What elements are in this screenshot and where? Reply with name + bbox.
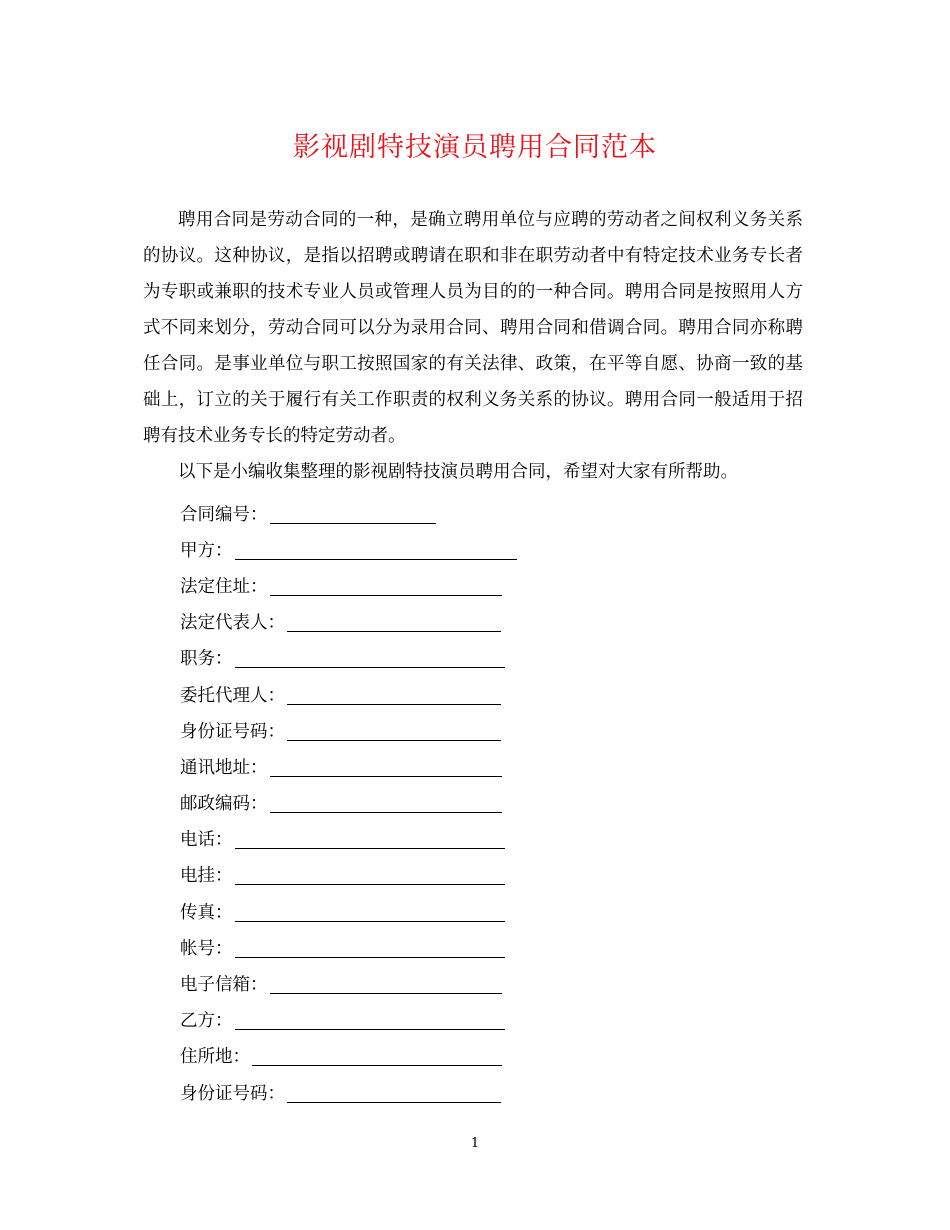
blank-line [270,760,502,777]
field-label: 住所地： [180,1047,250,1068]
field-label: 法定住址： [180,576,268,597]
field-legal-address [180,567,740,603]
field-label: 甲方： [180,540,233,561]
field-label: 委托代理人： [180,685,285,706]
field-fax [180,893,740,929]
field-label: 通讯地址： [180,757,268,778]
field-label: 身份证号码： [180,721,285,742]
field-label: 电挂： [180,866,233,887]
field-mailing-address [180,748,740,784]
field-email [180,965,740,1001]
blank-line [270,507,436,524]
field-legal-representative [180,604,740,640]
blank-line [270,579,502,596]
field-label: 乙方： [180,1011,233,1032]
page-number: 1 [470,1136,480,1151]
field-label: 身份证号码： [180,1083,285,1104]
blank-line [287,615,501,632]
blank-line [235,868,505,885]
field-postal-code [180,785,740,821]
field-account-number [180,929,740,965]
field-party-a [180,531,740,567]
field-authorized-agent [180,676,740,712]
document-title: 影视剧特技演员聘用合同范本 [293,132,657,163]
blank-line [235,543,517,560]
field-label: 法定代表人： [180,613,285,634]
field-id-number-b [180,1074,740,1110]
contract-fields [180,495,740,1110]
field-contract-number [180,495,740,531]
blank-line [235,832,505,849]
field-label: 职务： [180,649,233,670]
document-body [143,202,803,490]
intro-paragraph: 聘用合同是劳动合同的一种，是确立聘用单位与应聘的劳动者之间权利义务关系的协议。这种协议，是指以招聘或聘请在职和非在职劳动者中有特定技术业务专长者为专职或兼职的技术专业人员或管理人员为目的的一种合同。聘用合同是按照用人方式不同来划分，劳动合同可以分为录用合同、聘用合同和借调合同。聘用合同亦称聘任合同。是事业单位与职工按照国家的有关法律、政策，在平等自愿、协商一致的基础上，订立的关于履行有关工作职责的权利义务关系的协议。聘用合同一般适用于招聘有技术业务专长的特定劳动者。 [143,210,803,446]
field-label: 合同编号： [180,504,268,525]
field-label: 传真： [180,902,233,923]
blank-line [235,1013,505,1030]
field-party-b [180,1002,740,1038]
field-id-number-a [180,712,740,748]
field-label: 帐号： [180,938,233,959]
blank-line [235,941,505,958]
blank-line [287,688,501,705]
field-residence [180,1038,740,1074]
blank-line [270,796,502,813]
lead-paragraph: 以下是小编收集整理的影视剧特技演员聘用合同，希望对大家有所帮助。 [178,462,738,482]
field-telephone [180,821,740,857]
blank-line [252,1049,502,1066]
blank-line [235,905,505,922]
field-telegraph [180,857,740,893]
field-label: 电话： [180,830,233,851]
blank-line [287,1086,501,1103]
field-label: 邮政编码： [180,794,268,815]
blank-line [235,651,505,668]
blank-line [287,724,501,741]
field-position [180,640,740,676]
field-label: 电子信箱： [180,975,268,996]
blank-line [270,977,502,994]
